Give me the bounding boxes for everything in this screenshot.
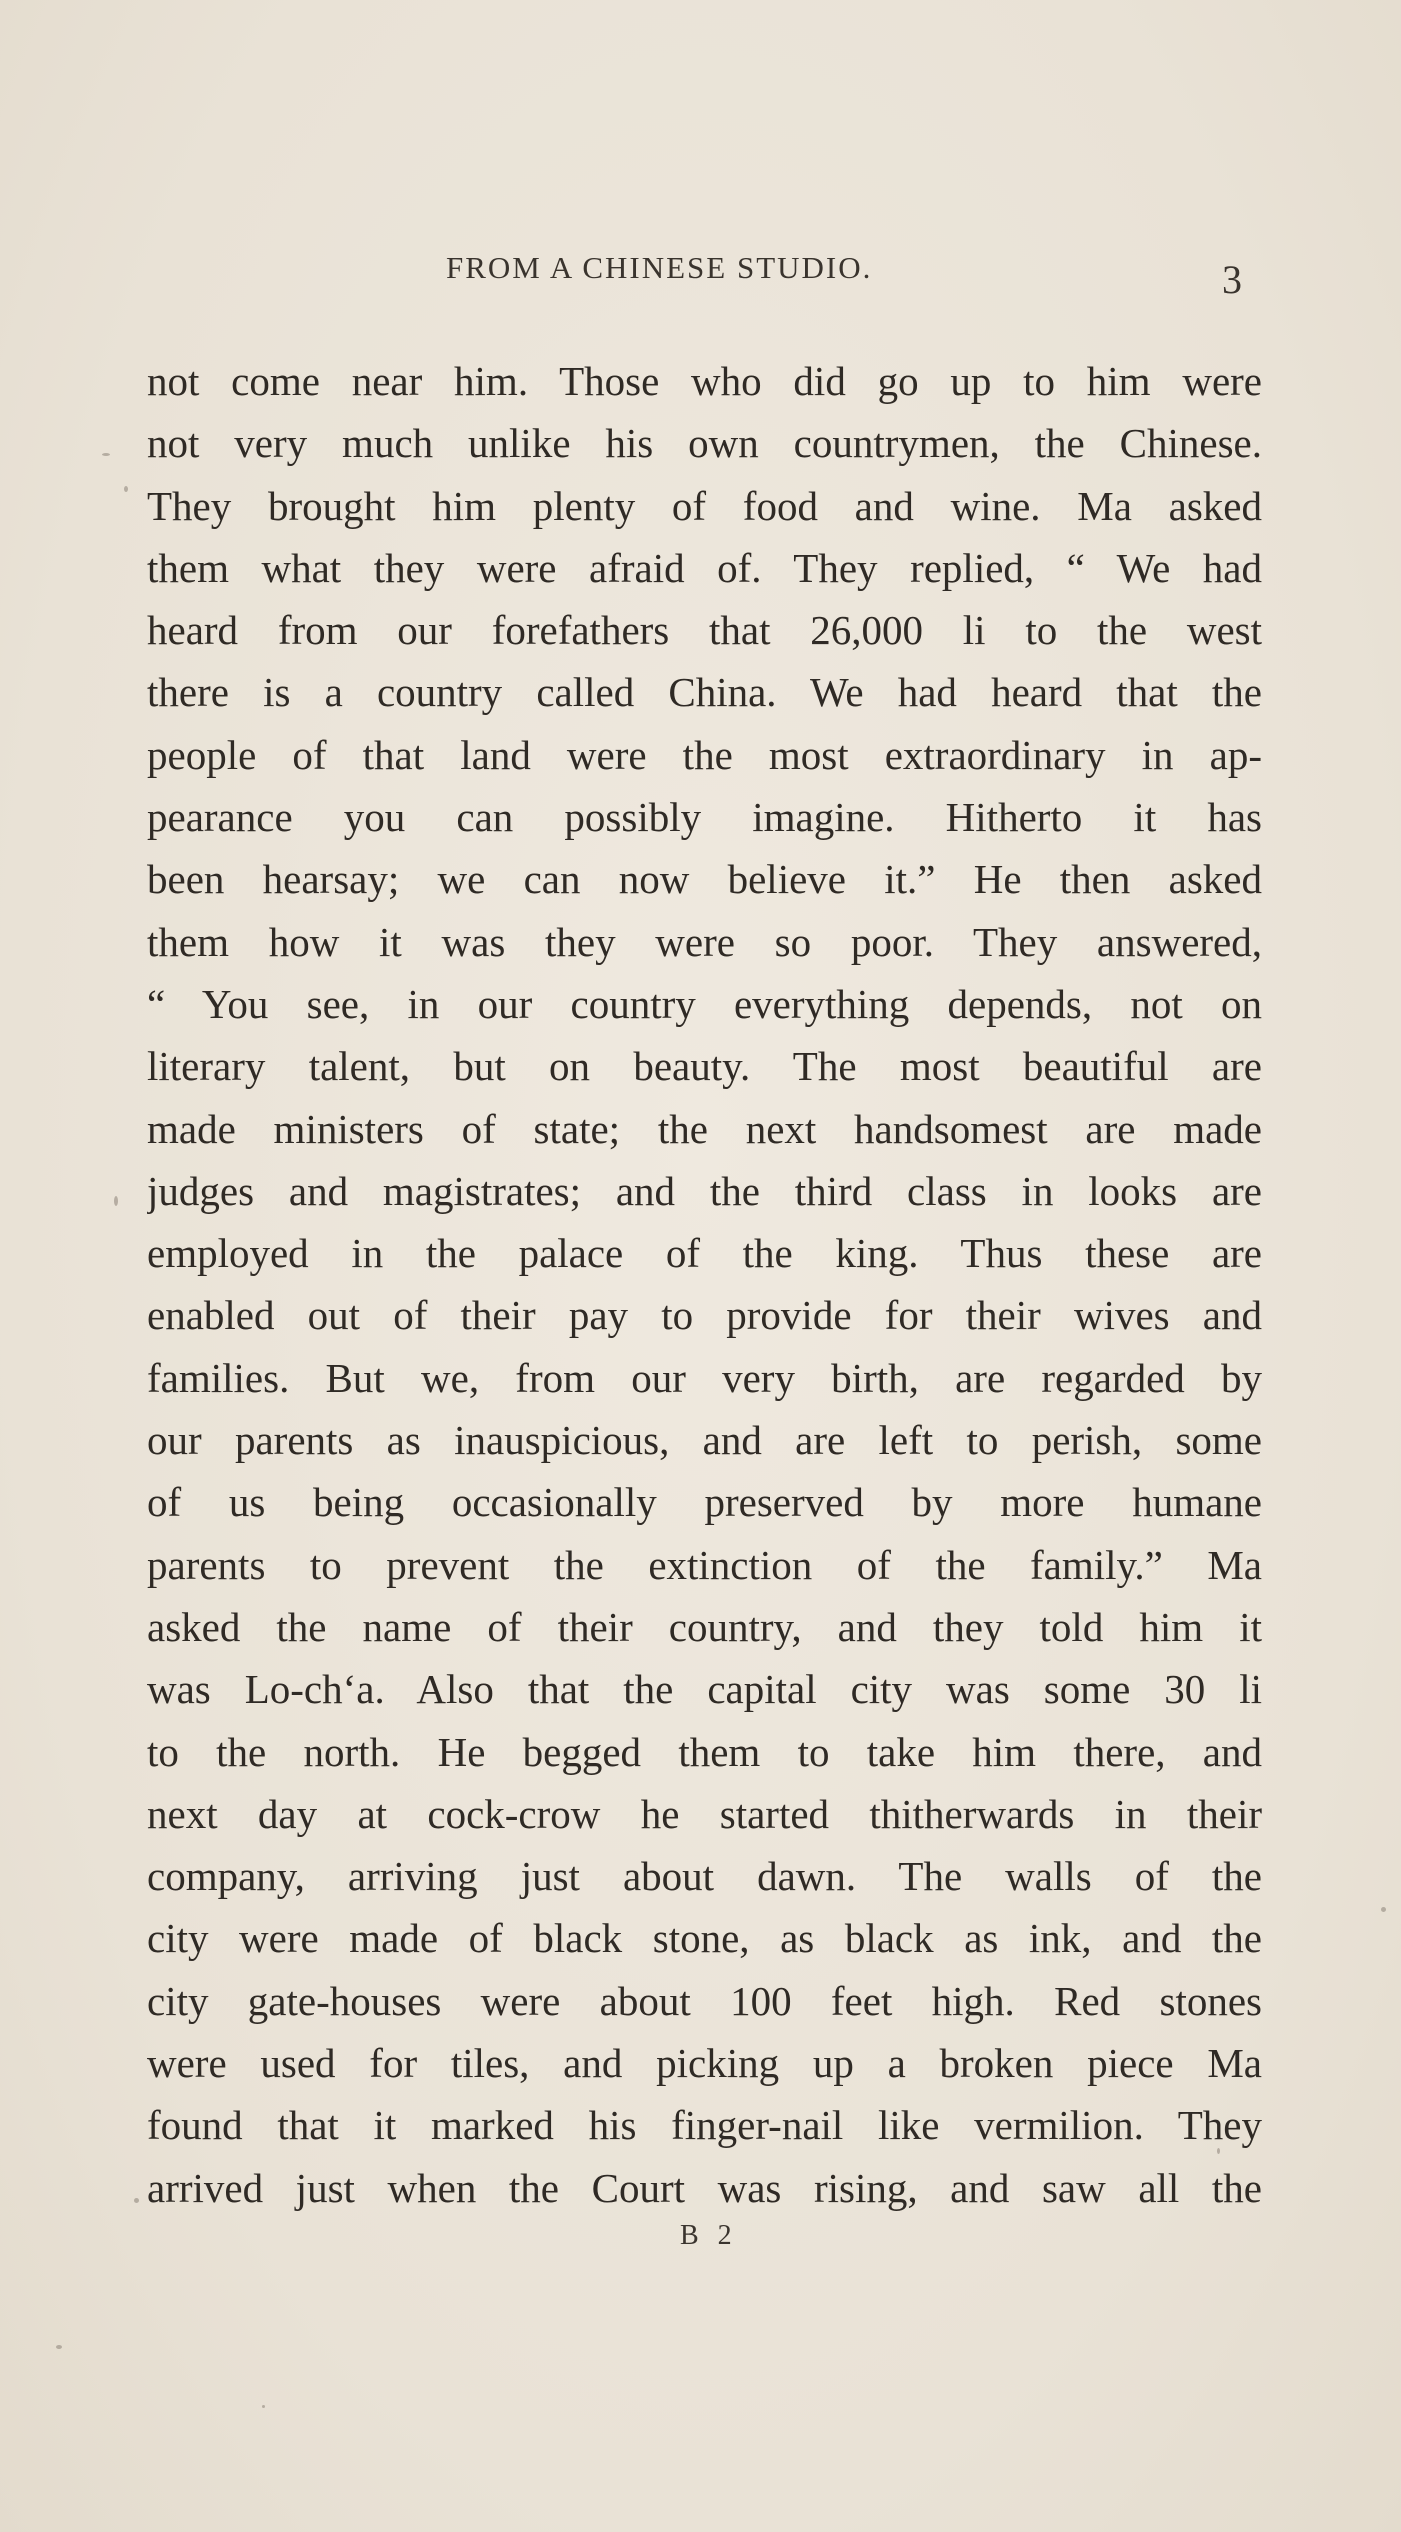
text-line: They brought him plenty of food and wine. Ma asked [147, 482, 1262, 529]
running-head-title: FROM A CHINESE STUDIO. [446, 250, 873, 285]
text-line: there is a country called China. We had heard that the [147, 669, 1262, 716]
paper-speck [1381, 1907, 1386, 1912]
text-line: “ You see, in our country everything depends, not on [147, 980, 1262, 1027]
paper-speck [56, 2345, 62, 2349]
text-line: them what they were afraid of. They replied, “ We had [147, 544, 1262, 591]
text-line: not come near him. Those who did go up to him were [147, 358, 1262, 404]
text-line: city were made of black stone, as black as ink, and the [147, 1915, 1262, 1962]
text-line: next day at cock-crow he started thitherwards in their [147, 1790, 1262, 1837]
page-number: 3 [1222, 257, 1242, 302]
text-line: asked the name of their country, and they told him it [147, 1603, 1262, 1650]
text-line: literary talent, but on beauty. The most beautiful are [147, 1043, 1262, 1090]
text-line: employed in the palace of the king. Thus these are [147, 1230, 1262, 1277]
body-text [147, 350, 1262, 2219]
text-line: made ministers of state; the next handsomest are made [147, 1105, 1262, 1152]
text-line: was Lo-ch‘a. Also that the capital city was some 30 li [147, 1666, 1262, 1713]
paper-speck [1217, 2148, 1220, 2154]
text-line: people of that land were the most extraordinary in ap- [147, 731, 1262, 778]
text-line: parents to prevent the extinction of the family.” Ma [147, 1541, 1262, 1588]
text-line: of us being occasionally preserved by more humane [147, 1479, 1262, 1526]
paper-speck [124, 486, 128, 492]
text-line: our parents as inauspicious, and are left to perish, some [147, 1417, 1262, 1464]
text-line: arrived just when the Court was rising, and saw all the [147, 2164, 1262, 2211]
text-line: enabled out of their pay to provide for their wives and [147, 1292, 1262, 1339]
text-line: not very much unlike his own countrymen, the Chinese. [147, 420, 1262, 467]
text-line: pearance you can possibly imagine. Hitherto it has [147, 794, 1262, 841]
paper-speck [114, 1196, 118, 1206]
paper-speck [262, 2405, 265, 2408]
text-line: company, arriving just about dawn. The walls of the [147, 1853, 1262, 1900]
text-line: judges and magistrates; and the third class in looks are [147, 1167, 1262, 1214]
text-line: heard from our forefathers that 26,000 li to the west [147, 607, 1262, 654]
text-line: found that it marked his finger-nail like vermilion. They [147, 2102, 1262, 2149]
signature-mark: B 2 [680, 2220, 738, 2251]
text-line: to the north. He begged them to take him there, and [147, 1728, 1262, 1775]
paper-speck [134, 2198, 139, 2203]
text-line: them how it was they were so poor. They answered, [147, 918, 1262, 965]
text-line: were used for tiles, and picking up a broken piece Ma [147, 2040, 1262, 2087]
text-line: families. But we, from our very birth, are regarded by [147, 1354, 1262, 1401]
paper-speck [102, 453, 110, 456]
text-line: city gate-houses were about 100 feet high. Red stones [147, 1977, 1262, 2024]
text-line: been hearsay; we can now believe it.” He then asked [147, 856, 1262, 903]
